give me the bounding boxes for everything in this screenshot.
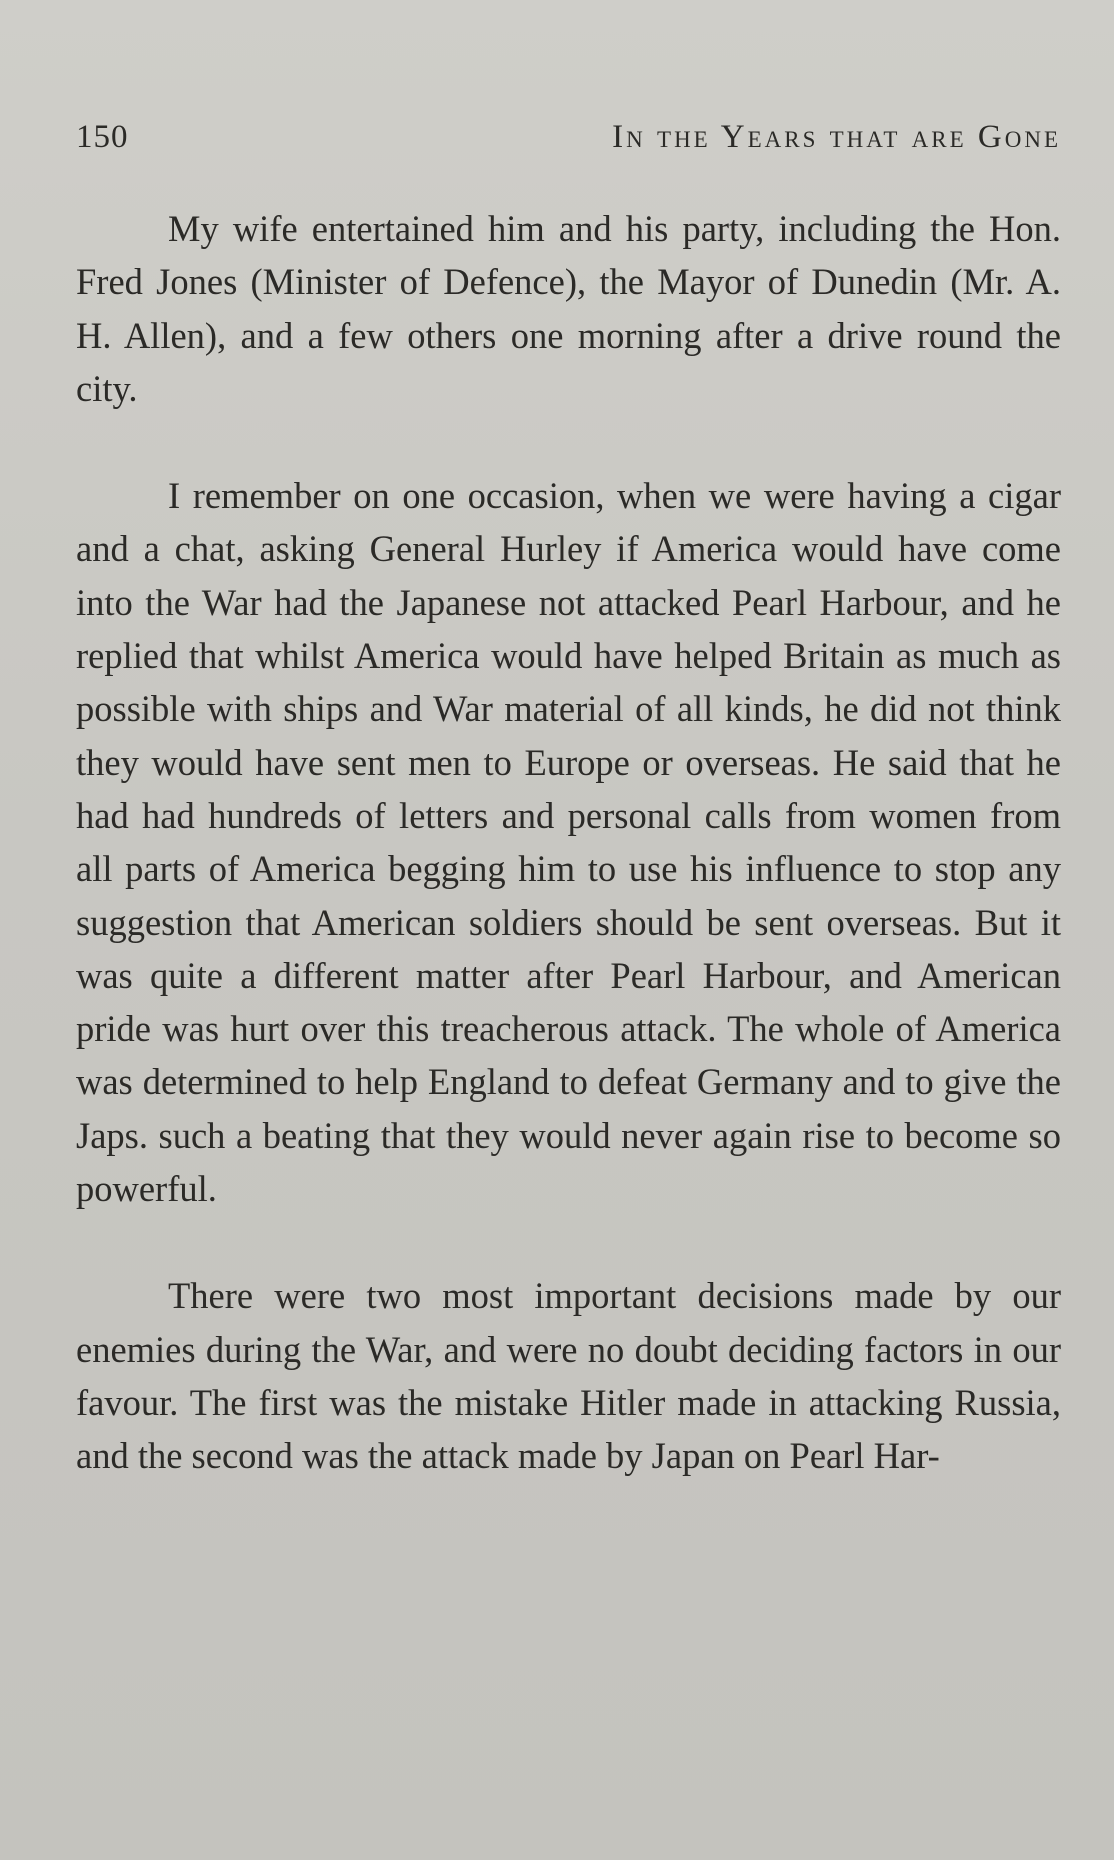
page-number: 150 xyxy=(76,119,129,155)
body-text xyxy=(76,202,1061,1483)
book-title: In the Years that are Gone xyxy=(612,119,1061,155)
paragraph-dunedin-visit: My wife entertained him and his party, including the Hon. Fred Jones (Minister of Defence), the Mayor of Dunedin (Mr. A. H. Allen), and a few others one morning after a drive round the city. xyxy=(76,208,1061,409)
paragraph-enemy-decisions: There were two most important decisions made by our enemies during the War, and were no doubt deciding factors in our favour. The first was the mistake Hitler made in attacking Russia, and the second was the attack made by Japan on Pearl Har- xyxy=(76,1275,1061,1477)
paragraph-general-hurley: I remember on one occasion, when we were having a cigar and a chat, asking General Hurley if America would have come into the War had the Japanese not attacked Pearl Harbour, and he replied that whilst America would have helped Britain as much as possible with ships and War material of all kinds, he did not think they would have sent men to Europe or overseas. He said that he had had hundreds of letters and personal calls from women from all parts of America begging him to use his influence to stop any suggestion that American soldiers should be sent overseas. But it was quite a different matter after Pearl Harbour, and American pride was hurt over this treacherous attack. The whole of America was determined to help England to defeat Germany and to give the Japs. such a beating that they would never again rise to become so powerful. xyxy=(76,475,1061,1210)
running-header xyxy=(76,112,1061,162)
